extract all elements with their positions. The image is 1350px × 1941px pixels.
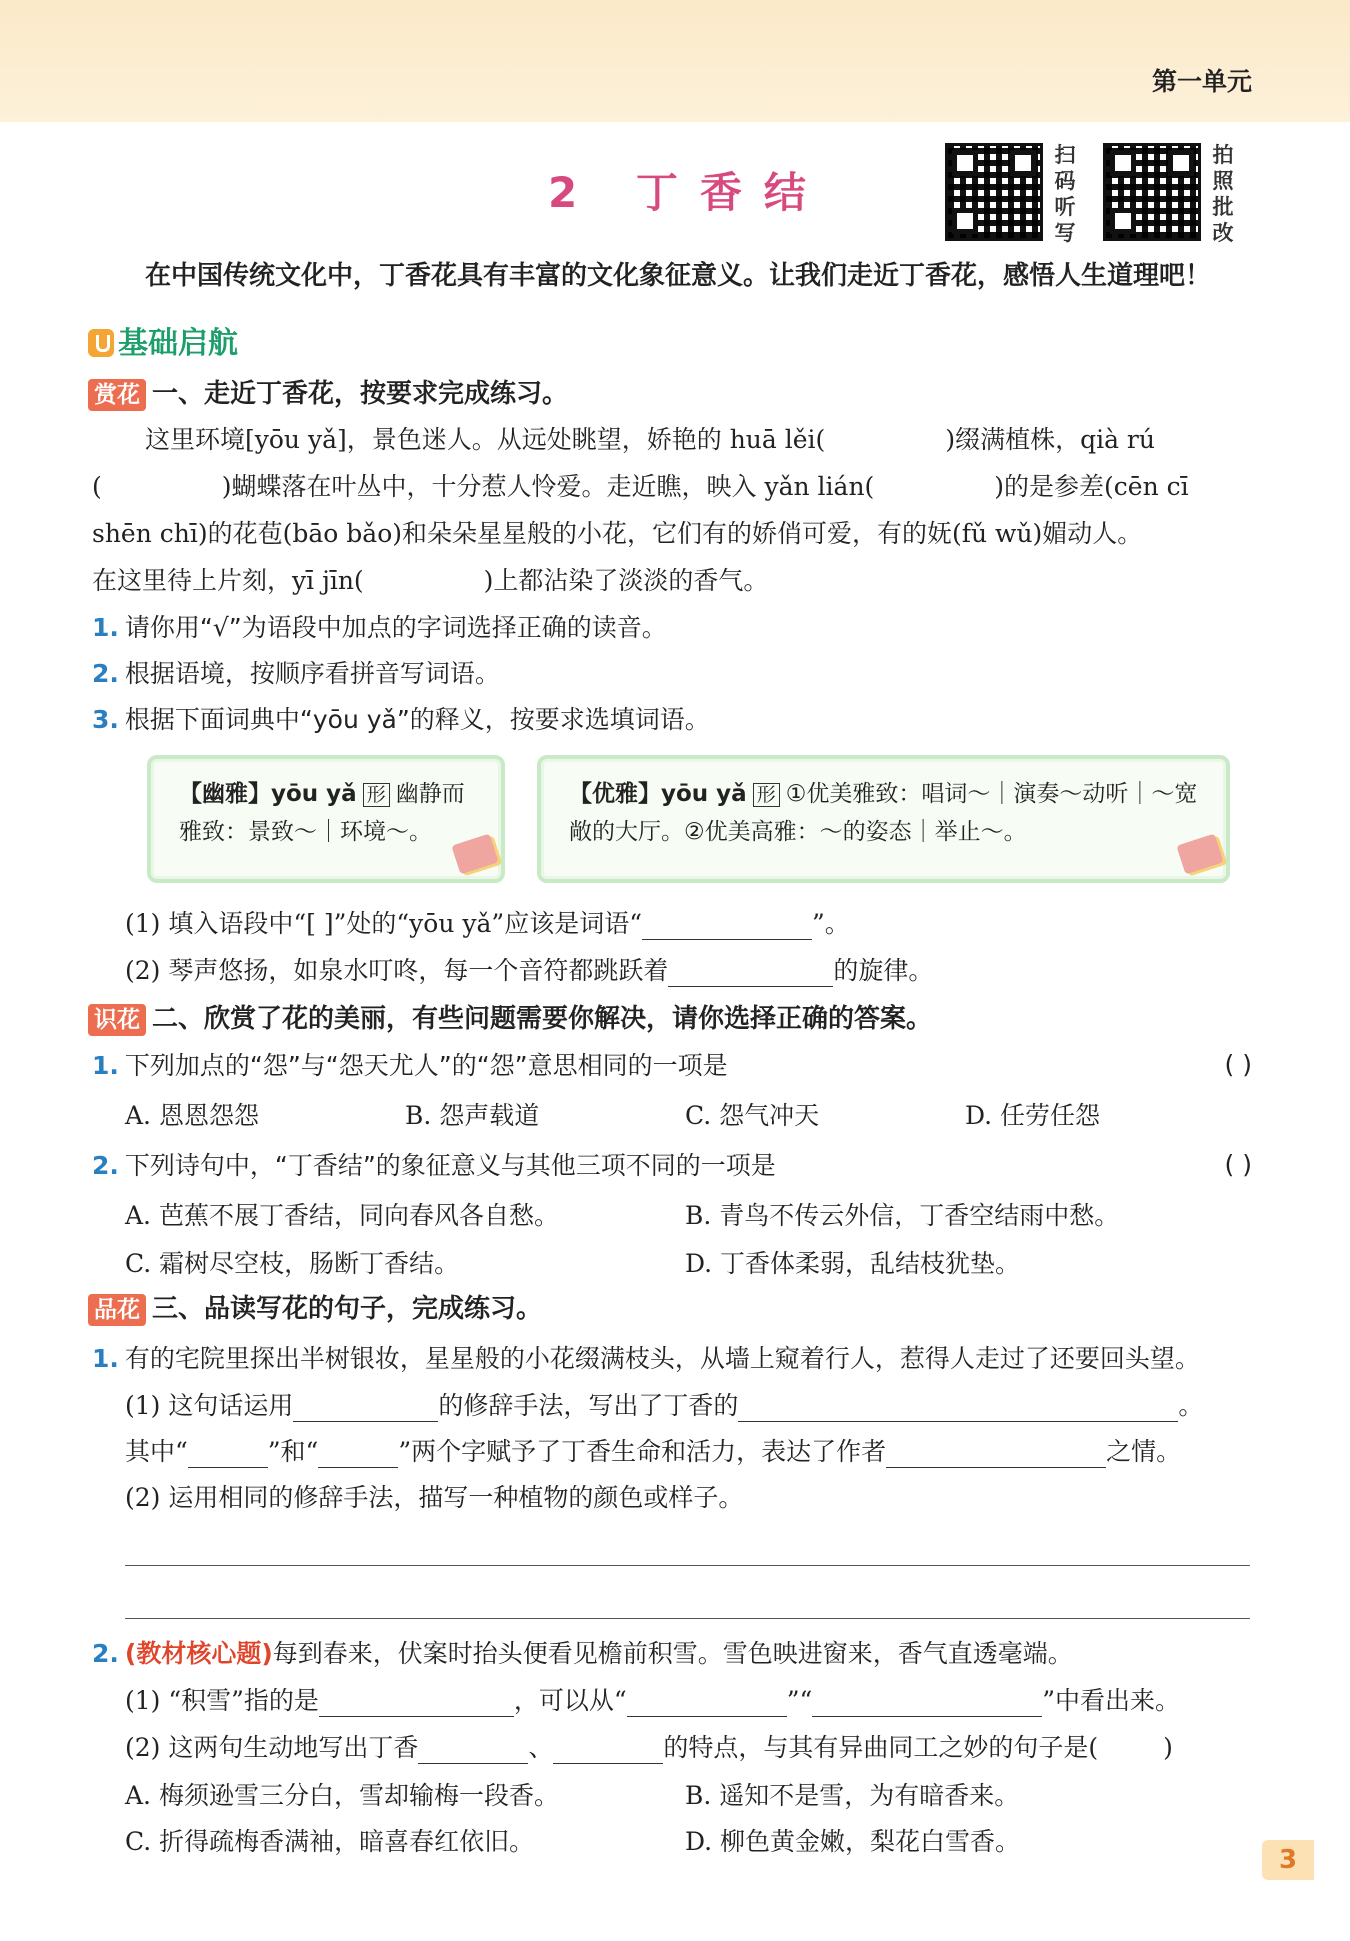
part3-q2: 2. (教材核心题)每到春来，伏案时抬头便看见檐前积雪。雪色映进窗来，香气直透毫端。	[92, 1639, 1073, 1668]
section-heading: 基础启航	[88, 318, 238, 362]
part3-q1-sub2: (2) 运用相同的修辞手法，描写一种植物的颜色或样子。	[125, 1483, 744, 1512]
answer-blank[interactable]	[812, 1688, 1042, 1717]
part2-q1-opt-a[interactable]: A. 恩恩怨怨	[125, 1101, 259, 1130]
qr-label-grade: 拍照批改	[1212, 143, 1234, 245]
unit-label: 第一单元	[1151, 67, 1252, 96]
intro-text: 在中国传统文化中，丁香花具有丰富的文化象征意义。让我们走近丁香花，感悟人生道理吧！	[145, 261, 1212, 291]
part3-heading: 品花 三、品读写花的句子，完成练习。	[88, 1293, 542, 1326]
passage-line-2: ( )蝴蝶落在叶丛中，十分惹人怜爱。走近瞧，映入 yǎn lián( )的是参差(cēn cī	[92, 472, 1189, 501]
passage-line-3: shēn chī)的花苞(bāo bǎo)和朵朵星星般的小花，它们有的娇俏可爱，有的妩(fǔ wǔ)媚动人。	[92, 519, 1143, 548]
answer-paren[interactable]: ( )	[1224, 1050, 1252, 1079]
qr-code-grade[interactable]	[1103, 143, 1201, 241]
part1-sub2: (2) 琴声悠扬，如泉水叮咚，每一个音符都跳跃着 的旋律。	[125, 956, 934, 985]
part2-q2-opt-c[interactable]: C. 霜树尽空枝，肠断丁香结。	[125, 1249, 460, 1278]
dict-card-1: 【幽雅】yōu yǎ 形 幽静而雅致：景致～｜环境～。	[147, 755, 505, 883]
part1-q2: 2. 根据语境，按顺序看拼音写词语。	[92, 659, 500, 688]
answer-paren[interactable]: ( )	[1224, 1150, 1252, 1179]
part2-q2-opt-d[interactable]: D. 丁香体柔弱，乱结枝犹垫。	[685, 1249, 1021, 1278]
part2-q1-opt-c[interactable]: C. 怨气冲天	[685, 1101, 820, 1130]
part2-heading: 识花 二、欣赏了花的美丽，有些问题需要你解决，请你选择正确的答案。	[88, 1003, 932, 1036]
part3-q2-sub2: (2) 这两句生动地写出丁香 、 的特点，与其有异曲同工之妙的句子是( )	[125, 1733, 1173, 1762]
part1-sub1: (1) 填入语段中“[ ]”处的“yōu yǎ”应该是词语“ ”。	[125, 909, 850, 938]
answer-blank[interactable]	[886, 1439, 1106, 1468]
part3-q1-sub1: (1) 这句话运用 的修辞手法，写出了丁香的 。	[125, 1391, 1204, 1420]
writing-line[interactable]	[125, 1565, 1250, 1566]
answer-blank[interactable]	[738, 1393, 1178, 1422]
answer-blank[interactable]	[642, 911, 812, 940]
lesson-title: 2 丁香结	[548, 168, 828, 217]
part2-q2: 2. 下列诗句中，“丁香结”的象征意义与其他三项不同的一项是	[92, 1151, 776, 1180]
part3-q2-opt-c[interactable]: C. 折得疏梅香满袖，暗喜春红依旧。	[125, 1827, 535, 1856]
passage-line-1: 这里环境[yōu yǎ]，景色迷人。从远处眺望，娇艳的 huā lěi( )缀满植株，qià rú	[145, 425, 1155, 454]
qr-code-listen[interactable]	[945, 143, 1043, 241]
answer-blank[interactable]	[418, 1735, 528, 1764]
writing-line[interactable]	[125, 1618, 1250, 1619]
header-band	[0, 0, 1350, 122]
page-number: 3	[1262, 1840, 1314, 1880]
part3-tag: 品花	[88, 1294, 146, 1326]
part3-q2-opt-d[interactable]: D. 柳色黄金嫩，梨花白雪香。	[685, 1827, 1021, 1856]
answer-blank[interactable]	[627, 1688, 787, 1717]
part2-q2-opt-b[interactable]: B. 青鸟不传云外信，丁香空结雨中愁。	[685, 1201, 1120, 1230]
answer-blank[interactable]	[319, 1688, 514, 1717]
passage-line-4: 在这里待上片刻，yī jīn( )上都沾染了淡淡的香气。	[92, 566, 769, 595]
part1-tag: 赏花	[88, 379, 146, 411]
part2-tag: 识花	[88, 1004, 146, 1036]
part3-q2-opt-b[interactable]: B. 遥知不是雪，为有暗香来。	[685, 1781, 1020, 1810]
part3-q2-sub1: (1) “积雪”指的是 ，可以从“ ”“ ”中看出来。	[125, 1686, 1181, 1715]
anchor-icon	[88, 329, 114, 357]
part3-q2-opt-a[interactable]: A. 梅须逊雪三分白，雪却输梅一段香。	[125, 1781, 559, 1810]
part2-q2-opt-a[interactable]: A. 芭蕉不展丁香结，同向春风各自愁。	[125, 1201, 559, 1230]
part3-q1: 1. 有的宅院里探出半树银妆，星星般的小花缀满枝头，从墙上窥着行人，惹得人走过了还要回头望。	[92, 1344, 1200, 1373]
answer-blank[interactable]	[188, 1439, 268, 1468]
part3-q1-sub1-cont: 其中“ ”和“ ”两个字赋予了丁香生命和活力，表达了作者 之情。	[125, 1437, 1182, 1466]
answer-blank[interactable]	[293, 1393, 438, 1422]
part2-q1: 1. 下列加点的“怨”与“怨天尤人”的“怨”意思相同的一项是	[92, 1051, 728, 1080]
qr-label-listen: 扫码听写	[1054, 143, 1076, 245]
part1-q3: 3. 根据下面词典中“yōu yǎ”的释义，按要求选填词语。	[92, 705, 710, 734]
part1-heading: 赏花 一、走近丁香花，按要求完成练习。	[88, 378, 568, 411]
part2-q1-opt-b[interactable]: B. 怨声载道	[405, 1101, 540, 1130]
part2-q1-opt-d[interactable]: D. 任劳任怨	[965, 1101, 1101, 1130]
answer-blank[interactable]	[668, 958, 833, 987]
answer-blank[interactable]	[553, 1735, 663, 1764]
answer-blank[interactable]	[318, 1439, 398, 1468]
core-question-tag: (教材核心题)	[124, 1639, 273, 1668]
part1-q1: 1. 请你用“√”为语段中加点的字词选择正确的读音。	[92, 613, 667, 642]
dict-card-2: 【优雅】yōu yǎ 形 ①优美雅致：唱词～｜演奏～动听｜～宽敞的大厅。②优美高雅：～的姿态｜举止～。	[537, 755, 1230, 883]
